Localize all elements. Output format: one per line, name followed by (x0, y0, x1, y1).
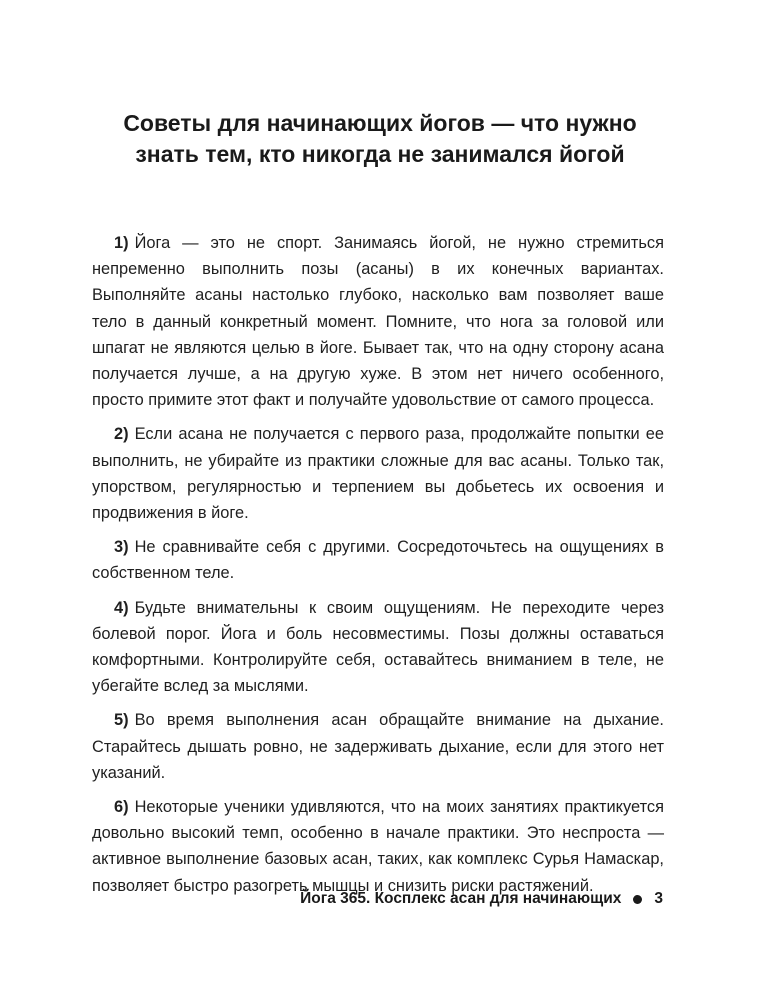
tip-text: Будьте внимательны к своим ощущениям. Не переходите через болевой порог. Йога и боль несовместимы. Позы должны оставаться комфортными. Контролируйте себя, оставайтесь вниманием в теле, не убегайте вслед за мыслями. (92, 598, 664, 696)
tip-number: 1) (114, 234, 129, 252)
body-text (92, 230, 664, 907)
tip-number: 5) (114, 711, 129, 730)
tip-text: Во время выполнения асан обращайте внимание на дыхание. Старайтесь дышать ровно, не задерживать дыхание, если для этого нет указаний. (92, 711, 664, 782)
tip-text: Некоторые ученики удивляются, что на моих занятиях практикуется довольно высокий темп, особенно в начале практики. Это неспроста — активное выполнение базовых асан, таких, как комплекс Сурья Намаскар, позволяет быстро разогреть мышцы и снизить риски растяжений. (92, 798, 664, 895)
running-footer-title: Йога 365. Косплекс асан для начинающих (300, 890, 622, 907)
page-title-line-2: знать тем, кто никогда не занимался йогой (135, 141, 625, 167)
tip-paragraph-5 (92, 707, 664, 786)
tip-text: Йога — это не спорт. Занимаясь йогой, не нужно стремиться непременно выполнить позы (асаны) в их конечных вариантах. Выполняйте асаны настолько глубоко, насколько вам позволяет ваше тело в данный конкретный момент. Помните, что нога за головой или шпагат не являются целью в йоге. Бывает так, что на одну сторону асана получается лучше, а на другую хуже. В этом нет ничего особенного, просто примите этот факт и получайте удовольствие от самого процесса. (92, 234, 664, 410)
bullet-icon (633, 895, 642, 904)
page-footer (300, 890, 663, 908)
tip-text: Не сравнивайте себя с другими. Сосредоточьтесь на ощущениях в собственном теле. (92, 538, 664, 583)
tip-text: Если асана не получается с первого раза, продолжайте попытки ее выполнить, не убирайте из практики сложные для вас асаны. Только так, упорством, регулярностью и терпением вы добьетесь их освоения и продвижения в йоге. (92, 425, 664, 523)
tip-paragraph-4 (92, 595, 664, 700)
tip-paragraph-1 (92, 230, 664, 413)
page-title-line-1: Советы для начинающих йогов — что нужно (123, 110, 637, 136)
page-title (80, 108, 680, 170)
tip-number: 2) (114, 425, 129, 444)
tip-number: 3) (114, 538, 129, 557)
page-number: 3 (654, 890, 663, 907)
tip-number: 6) (114, 798, 129, 817)
tip-paragraph-2 (92, 421, 664, 526)
tip-paragraph-3 (92, 534, 664, 586)
tip-paragraph-6 (92, 794, 664, 899)
tip-number: 4) (114, 598, 129, 617)
